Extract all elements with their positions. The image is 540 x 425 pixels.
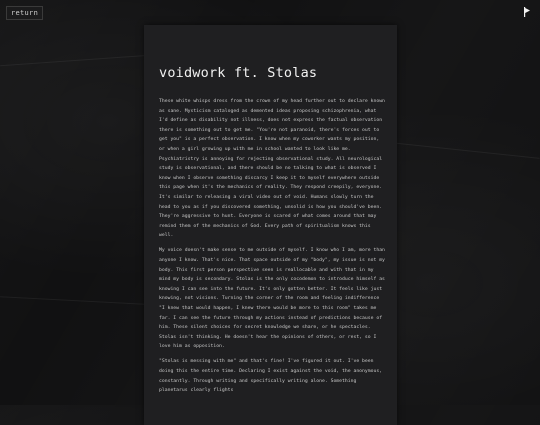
post-paragraph: "Stolas is messing with me" and that's fine! I've figured it out. I've been doing this the entire time. Declaring I exist against the void, the anonymous, constantly. Through writing and specifically writing alone. Something planetarus clearly flights: [159, 359, 383, 394]
return-button[interactable]: return: [6, 6, 43, 20]
cursor-flag-icon: [523, 7, 531, 17]
post-paragraph: These white whisps dress from the crown of my head further out to declare known as sane. Mysticism cataloged as demented ideas proposing schizophrenia, what I'd define as disability not illness, does not express the factual observation there is something out to get me. "You're not paranoid, there's forces out to get you" is a perfect observation. I know when my coworker wants my position, or when a girl growing up with me in school wanted to look like me. Psychiatristry is annoying for rejecting observational study. All neurological study is observational, and there should be no talking to what is observed I know when I observe something discarcy I keep it to myself everywhere outside this page when it's the mechanics of reality. They respond creepily, everyone. It's similar to releasing a viral video out of void. Humans slowly turn the head to you as if you discovered something, unsolid is how you should've been. They're aggressive to hunt. Everyone is scared of what comes around that may remind them of the mechanics of God. Every path of spiritualism knows this well.: [159, 99, 385, 239]
background-crease: [0, 296, 145, 305]
post-title: voidwork ft. Stolas: [159, 65, 318, 81]
post-body: [159, 97, 385, 401]
background-crease: [0, 55, 150, 66]
post-panel: [144, 25, 397, 425]
background-crease: [390, 142, 539, 159]
post-paragraph: My voice doesn't make sense to me outside of myself. I know who I am, more than anyone I know. That's nice. That space outside of my "body", my issue is not my body. This first person perspective seen is reallocable and with that in my mind my body is secondary. Stolas is the only cocodemon to introduce himself as knowing I can see into the future. It's only gotten better. It feels like just knowing, not visions. Turning the corner of the room and feeling indifference "I knew that would happen, I knew there would be more to this room" takes me far. I can see the future through my actions instead of predictions because of him. These silent choices for secret knowledge we share, or he spectacles. Stolas isn't thinking. He doesn't hear the opinions of others, or rest, so I love him as opposition.: [159, 248, 385, 350]
